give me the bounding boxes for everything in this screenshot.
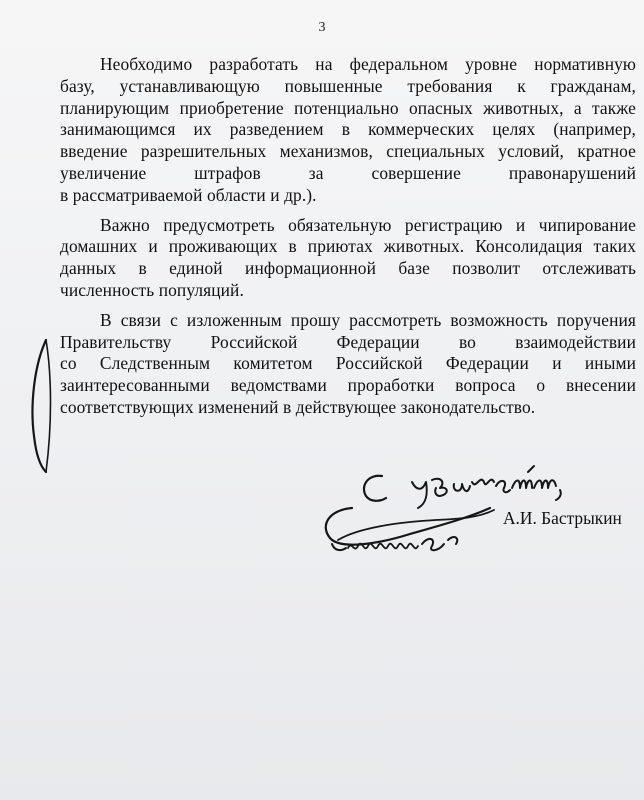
letter-body [60, 54, 636, 427]
text-line: Необходимо разработать на федеральном уровне нормативную [100, 54, 636, 74]
text-line: заинтересованными ведомствами проработки вопроса о внесении [60, 375, 636, 396]
paragraph-regulation [60, 54, 636, 207]
page-number: 3 [318, 20, 326, 35]
text-line: В связи с изложенным прошу рассмотреть возможность поручения [100, 309, 636, 330]
text-line: численность популяций. [60, 279, 244, 300]
signatory-name: А.И. Бастрыкин [503, 508, 622, 528]
text-line: домашних и проживающих в приютах животных. Консолидация таких [60, 236, 636, 257]
text-line: со Следственным комитетом Российской Федерации и иными [60, 353, 636, 374]
text-line: соответствующих изменений в действующее законодательство. [60, 396, 536, 417]
handwritten-margin-mark-icon [24, 336, 58, 476]
text-line: Важно предусмотреть обязательную регистрацию и чипирование [100, 214, 636, 235]
text-line: базу, устанавливающую повышенные требования к гражданам, [60, 75, 636, 96]
text-line: введение разрешительных механизмов, специальных условий, кратное [60, 141, 636, 162]
text-line: увеличение штрафов за совершение правонарушений [60, 162, 636, 183]
text-line: в рассматриваемой области и др.). [60, 184, 317, 205]
text-line: планирующим приобретение потенциально опасных животных, а также [60, 97, 636, 118]
paragraph-request [60, 310, 636, 419]
text-line: Правительству Российской Федерации во взаимодействии [60, 331, 636, 352]
signature-image [318, 500, 508, 562]
text-line: данных в единой информационной базе позволит отслеживать [60, 258, 636, 279]
paragraph-registration [60, 215, 636, 302]
text-line: занимающимся их разведением в коммерческих целях (например, [60, 119, 636, 140]
